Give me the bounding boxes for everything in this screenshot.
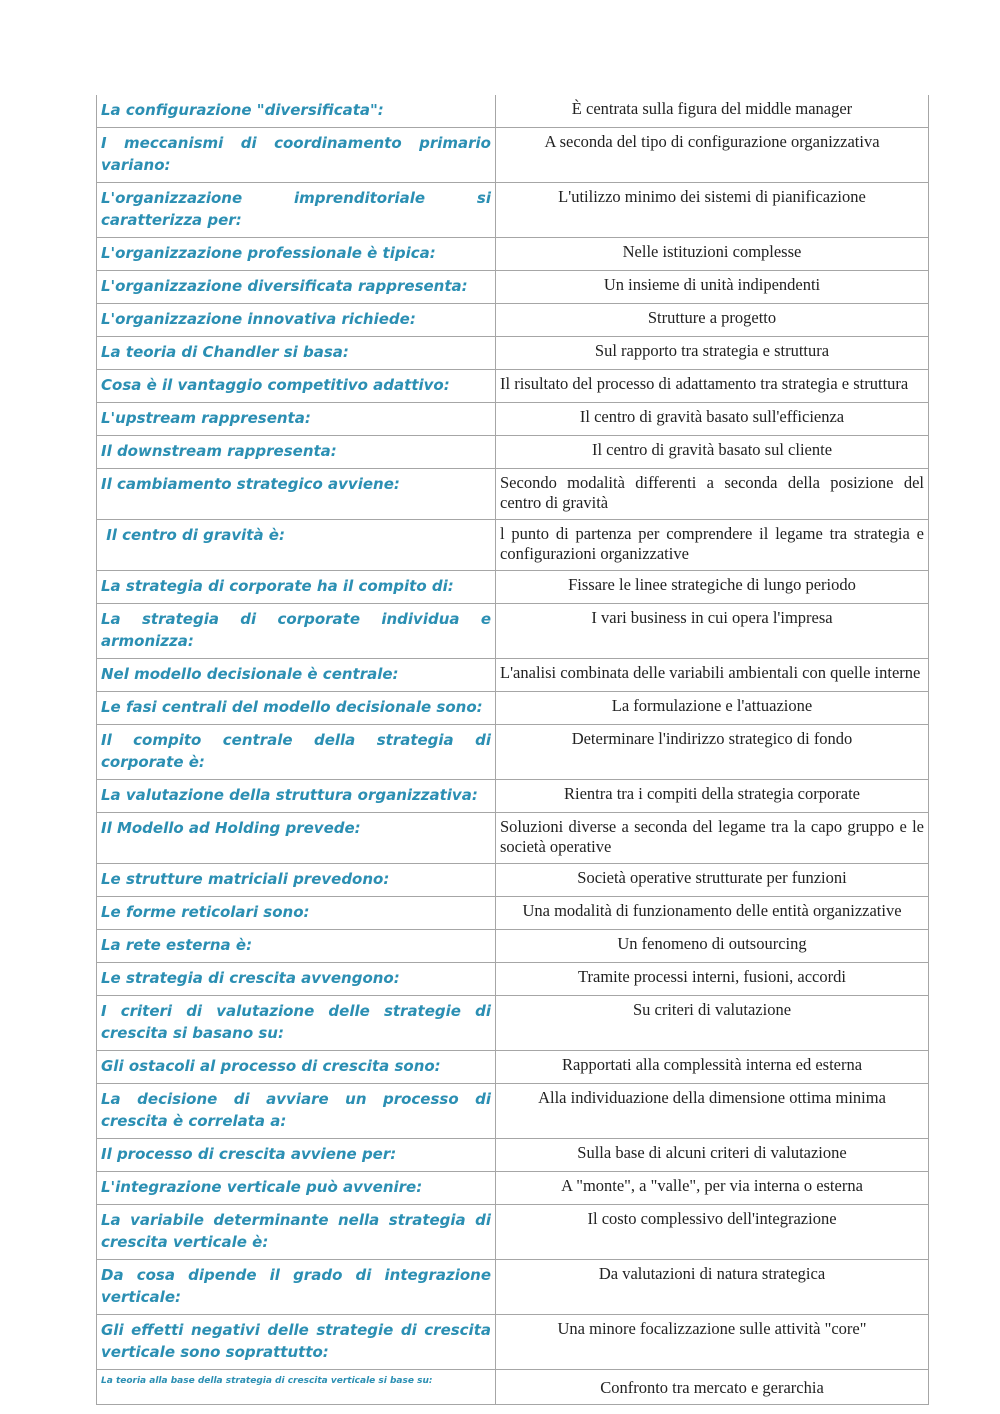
- answer-cell: Da valutazioni di natura strategica: [496, 1260, 929, 1315]
- answer-cell: Rapportati alla complessità interna ed esterna: [496, 1051, 929, 1084]
- table-row: [97, 304, 929, 337]
- table-row: [97, 1051, 929, 1084]
- answer-cell: Secondo modalità differenti a seconda della posizione del centro di gravità: [496, 469, 929, 520]
- answer-cell: Sul rapporto tra strategia e struttura: [496, 337, 929, 370]
- question-cell: I meccanismi di coordinamento primario variano:: [97, 128, 496, 183]
- table-row: [97, 725, 929, 780]
- table-row: [97, 604, 929, 659]
- table-row: [97, 813, 929, 864]
- question-cell: Le strategia di crescita avvengono:: [97, 963, 496, 996]
- answer-cell: Determinare l'indirizzo strategico di fondo: [496, 725, 929, 780]
- question-cell: La teoria alla base della strategia di crescita verticale si base su:: [97, 1370, 496, 1405]
- table-row: [97, 571, 929, 604]
- question-cell: Le fasi centrali del modello decisionale sono:: [97, 692, 496, 725]
- question-cell: L'organizzazione innovativa richiede:: [97, 304, 496, 337]
- answer-cell: Soluzioni diverse a seconda del legame tra la capo gruppo e le società operative: [496, 813, 929, 864]
- answer-cell: L'analisi combinata delle variabili ambientali con quelle interne: [496, 659, 929, 692]
- answer-cell: Società operative strutturate per funzioni: [496, 864, 929, 897]
- question-cell: La strategia di corporate individua e armonizza:: [97, 604, 496, 659]
- table-row: [97, 996, 929, 1051]
- question-cell: La decisione di avviare un processo di crescita è correlata a:: [97, 1084, 496, 1139]
- table-row: [97, 1172, 929, 1205]
- question-cell: La variabile determinante nella strategia di crescita verticale è:: [97, 1205, 496, 1260]
- table-row: [97, 403, 929, 436]
- answer-cell: Una modalità di funzionamento delle entità organizzative: [496, 897, 929, 930]
- table-row: [97, 1370, 929, 1405]
- answer-cell: Alla individuazione della dimensione ottima minima: [496, 1084, 929, 1139]
- table-row: [97, 337, 929, 370]
- table-row: [97, 1315, 929, 1370]
- table-row: [97, 692, 929, 725]
- question-cell: Il compito centrale della strategia di corporate è:: [97, 725, 496, 780]
- question-cell: La teoria di Chandler si basa:: [97, 337, 496, 370]
- table-row: [97, 95, 929, 128]
- table-row: [97, 436, 929, 469]
- table-row: [97, 659, 929, 692]
- question-cell: Gli ostacoli al processo di crescita sono:: [97, 1051, 496, 1084]
- table-row: [97, 1084, 929, 1139]
- answer-cell: Un fenomeno di outsourcing: [496, 930, 929, 963]
- question-cell: L'organizzazione professionale è tipica:: [97, 238, 496, 271]
- table-row: [97, 520, 929, 571]
- answer-cell: A seconda del tipo di configurazione organizzativa: [496, 128, 929, 183]
- question-cell: Cosa è il vantaggio competitivo adattivo:: [97, 370, 496, 403]
- answer-cell: Un insieme di unità indipendenti: [496, 271, 929, 304]
- answer-cell: A "monte", a "valle", per via interna o esterna: [496, 1172, 929, 1205]
- answer-cell: Fissare le linee strategiche di lungo periodo: [496, 571, 929, 604]
- table-row: [97, 1139, 929, 1172]
- table-row: [97, 128, 929, 183]
- table-row: [97, 897, 929, 930]
- question-cell: Il centro di gravità è:: [97, 520, 496, 571]
- question-cell: La valutazione della struttura organizzativa:: [97, 780, 496, 813]
- answer-cell: Su criteri di valutazione: [496, 996, 929, 1051]
- answer-cell: Sulla base di alcuni criteri di valutazione: [496, 1139, 929, 1172]
- table-row: [97, 864, 929, 897]
- table-row: [97, 1205, 929, 1260]
- question-cell: Nel modello decisionale è centrale:: [97, 659, 496, 692]
- question-cell: Gli effetti negativi delle strategie di crescita verticale sono soprattutto:: [97, 1315, 496, 1370]
- table-row: [97, 370, 929, 403]
- answer-cell: Una minore focalizzazione sulle attività "core": [496, 1315, 929, 1370]
- answer-cell: L'utilizzo minimo dei sistemi di pianificazione: [496, 183, 929, 238]
- table-row: [97, 780, 929, 813]
- answer-cell: Il centro di gravità basato sul cliente: [496, 436, 929, 469]
- answer-cell: Il centro di gravità basato sull'efficienza: [496, 403, 929, 436]
- question-cell: La configurazione "diversificata":: [97, 95, 496, 128]
- table-row: [97, 963, 929, 996]
- question-cell: L'organizzazione diversificata rappresenta:: [97, 271, 496, 304]
- answer-cell: La formulazione e l'attuazione: [496, 692, 929, 725]
- question-cell: La rete esterna è:: [97, 930, 496, 963]
- question-cell: La strategia di corporate ha il compito di:: [97, 571, 496, 604]
- answer-cell: Confronto tra mercato e gerarchia: [496, 1370, 929, 1405]
- question-cell: Il cambiamento strategico avviene:: [97, 469, 496, 520]
- question-cell: L'upstream rappresenta:: [97, 403, 496, 436]
- table-row: [97, 238, 929, 271]
- table-row: [97, 469, 929, 520]
- answer-cell: Strutture a progetto: [496, 304, 929, 337]
- question-cell: L'organizzazione imprenditoriale si caratterizza per:: [97, 183, 496, 238]
- answer-cell: Il costo complessivo dell'integrazione: [496, 1205, 929, 1260]
- question-cell: Da cosa dipende il grado di integrazione verticale:: [97, 1260, 496, 1315]
- table-row: [97, 183, 929, 238]
- question-cell: Il downstream rappresenta:: [97, 436, 496, 469]
- answer-cell: È centrata sulla figura del middle manager: [496, 95, 929, 128]
- question-cell: I criteri di valutazione delle strategie di crescita si basano su:: [97, 996, 496, 1051]
- qa-table: [96, 95, 929, 1405]
- question-cell: Il Modello ad Holding prevede:: [97, 813, 496, 864]
- answer-cell: l punto di partenza per comprendere il legame tra strategia e configurazioni organizzative: [496, 520, 929, 571]
- question-cell: L'integrazione verticale può avvenire:: [97, 1172, 496, 1205]
- table-row: [97, 271, 929, 304]
- answer-cell: Rientra tra i compiti della strategia corporate: [496, 780, 929, 813]
- question-cell: Le forme reticolari sono:: [97, 897, 496, 930]
- answer-cell: Nelle istituzioni complesse: [496, 238, 929, 271]
- answer-cell: Tramite processi interni, fusioni, accordi: [496, 963, 929, 996]
- table-row: [97, 930, 929, 963]
- answer-cell: Il risultato del processo di adattamento tra strategia e struttura: [496, 370, 929, 403]
- question-cell: Le strutture matriciali prevedono:: [97, 864, 496, 897]
- table-row: [97, 1260, 929, 1315]
- answer-cell: I vari business in cui opera l'impresa: [496, 604, 929, 659]
- question-cell: Il processo di crescita avviene per:: [97, 1139, 496, 1172]
